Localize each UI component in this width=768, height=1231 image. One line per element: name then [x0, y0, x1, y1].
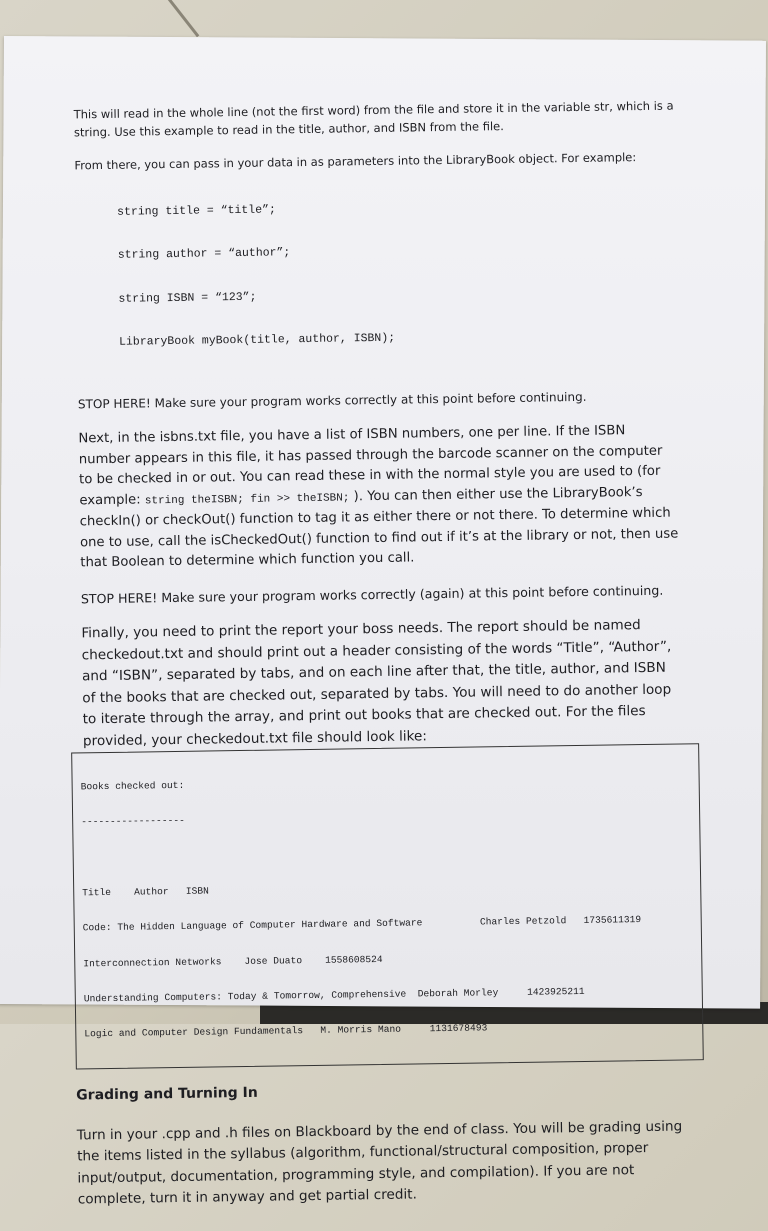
output-divider: ------------------ — [81, 814, 185, 828]
isbn-paragraph — [78, 420, 680, 573]
paper-sheet — [0, 36, 766, 1208]
output-row: Logic and Computer Design Fundamentals M. Morris Mano 1131678493 — [84, 1022, 488, 1040]
intro-paragraph: This will read in the whole line (not the first word) from the file and store it in the variable str, which is a string. Use this example to read in the title, author, and ISBN from the file. — [73, 98, 674, 139]
stop-notice-1: STOP HERE! Make sure your program works correctly at this point before continuing. — [77, 389, 587, 411]
isbn-text-2: ). You can then either use the LibraryBook’s checkIn() or checkOut() function to tag it as either there or not there. To determine which one to use, call the isCheckedOut() function to find out if it’s at the library or not, then use that Boolean to determine which function you call. — [79, 484, 679, 571]
stop-notice-2: STOP HERE! Make sure your program works correctly (again) at this point before continuing. — [80, 582, 664, 606]
output-row: Understanding Computers: Today & Tomorrow, Comprehensive Deborah Morley 1423925211 — [83, 985, 585, 1005]
cable — [160, 0, 199, 37]
output-header: Books checked out: — [80, 779, 185, 792]
final-paragraph: Turn in your .cpp and .h files on Blackboard by the end of class. You will be grading using the items listed in the syllabus (algorithm, functional/structural composition, proper input/output, documentation, programming style, and compilation). If you are not complete, turn it in anyway and get partial credit. — [76, 1118, 683, 1208]
checkedout-output-box — [71, 743, 704, 1069]
report-paragraph: Finally, you need to print the report your boss needs. The report should be named checkedout.txt and should print out a header consisting of the words “Title”, “Author”, and “ISBN”, separated by tabs, and on each line after that, the title, author, and ISBN of the books that are checked out, separated by tabs. You will need to do another loop to iterate through the array, and print out books that are checked out. For the files provided, your checkedout.txt file should look like: — [81, 617, 672, 749]
code-example — [117, 168, 678, 379]
output-columns: Title Author ISBN — [82, 885, 209, 899]
code-line: string title = “title”; — [117, 202, 276, 219]
output-row: Code: The Hidden Language of Computer Hardware and Software Charles Petzold 1735611319 — [82, 914, 642, 934]
isbn-text-1: Next, in the isbns.txt file, you have a list of ISBN numbers, one per line. If the ISBN number appears in this file, it has passed through the barcode scanner on the computer to be checked in or out. You can read these in with the normal style you are used to (for example: — [78, 423, 663, 508]
code-line: string author = “author”; — [117, 246, 291, 262]
code-line: LibraryBook myBook(title, author, ISBN); — [118, 331, 396, 349]
parameters-paragraph: From there, you can pass in your data in as parameters into the LibraryBook object. For example: — [74, 150, 637, 173]
code-line: string ISBN = “123”; — [118, 290, 257, 306]
section-heading: Grading and Turning In — [76, 1084, 258, 1104]
output-row: Interconnection Networks Jose Duato 1558608524 — [83, 953, 383, 969]
document-content — [74, 98, 691, 1227]
isbn-code: string theISBN; fin >> theISBN; — [144, 491, 350, 507]
output-blank — [82, 843, 692, 864]
